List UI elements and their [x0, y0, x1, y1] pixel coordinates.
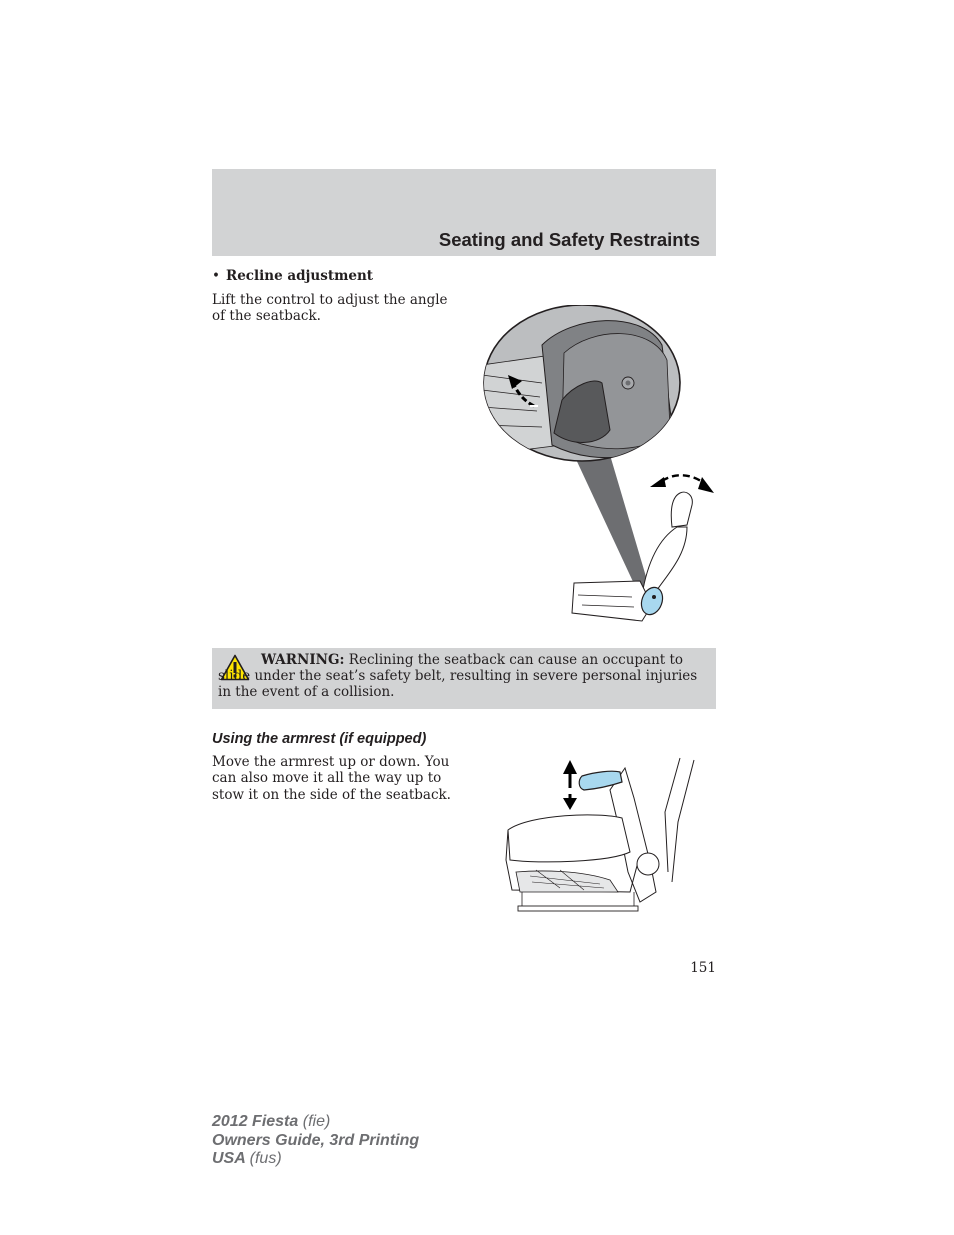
- page-number: 151: [690, 960, 716, 976]
- footer-model: 2012 Fiesta: [212, 1113, 299, 1130]
- armrest-heading: Using the armrest (if equipped): [212, 731, 427, 747]
- footer-market-code: (fus): [249, 1150, 282, 1167]
- recline-heading: [212, 268, 373, 284]
- warning-label: WARNING:: [261, 652, 345, 668]
- recline-body: Lift the control to adjust the angle of the seatback.: [212, 292, 448, 325]
- warning-box: [212, 648, 716, 709]
- footer-line-1: [212, 1113, 419, 1132]
- warning-text: [218, 652, 708, 700]
- recline-heading-text: Recline adjustment: [225, 268, 374, 284]
- recline-seat-illustration: [482, 305, 718, 625]
- footer-line-3: [212, 1150, 419, 1169]
- footer-market: USA: [212, 1150, 246, 1167]
- bullet-marker: •: [212, 268, 220, 284]
- armrest-seat-illustration: [500, 752, 700, 916]
- warning-body: Reclining the seatback can cause an occupant to slide under the seat’s safety belt, resulting in severe personal injuries in the event of a collision.: [218, 652, 698, 700]
- section-title: Seating and Safety Restraints: [438, 229, 700, 250]
- armrest-body: Move the armrest up or down. You can also move it all the way up to stow it on the side of the seatback.: [212, 754, 451, 803]
- section-header-band: [212, 169, 716, 256]
- footer-line-2: Owners Guide, 3rd Printing: [212, 1131, 420, 1149]
- footer-model-code: (fie): [302, 1113, 331, 1130]
- footer: [212, 1113, 419, 1169]
